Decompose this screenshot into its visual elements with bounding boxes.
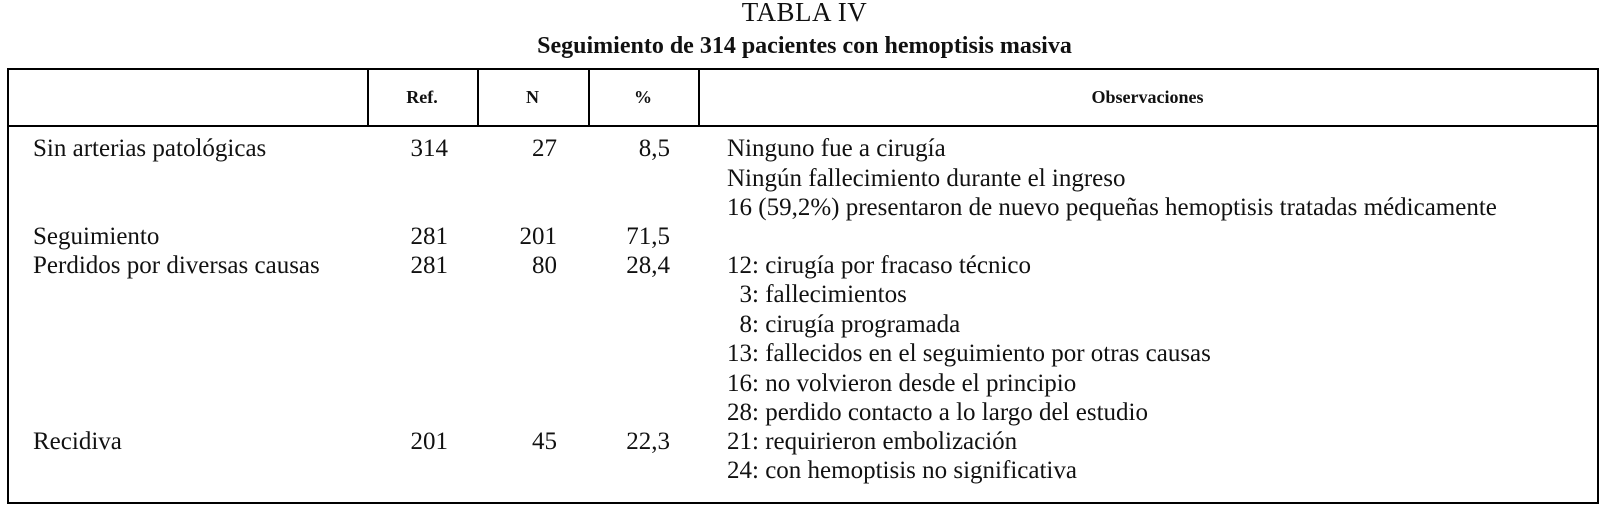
row-observation: Ninguno fue a cirugía [727, 135, 946, 162]
row-ref: 314 [410, 135, 448, 162]
row-observation: 21: requirieron embolización [727, 428, 1018, 455]
header-rule [9, 125, 1597, 127]
row-observation: 3: fallecimientos [727, 281, 907, 308]
header-ref: Ref. [406, 87, 438, 107]
row-observation: 8: cirugía programada [727, 311, 961, 338]
row-label: Recidiva [33, 428, 122, 455]
row-ref: 281 [410, 252, 448, 279]
row-observation: 13: fallecidos en el seguimiento por otras causas [727, 340, 1211, 367]
header-label [9, 70, 367, 125]
row-pct: 71,5 [626, 223, 670, 250]
row-label: Seguimiento [33, 223, 160, 250]
header-observaciones: Observaciones [1091, 87, 1204, 107]
row-observation: 12: cirugía por fracaso técnico [727, 252, 1032, 279]
row-pct: 8,5 [638, 135, 670, 162]
table-title: TABLA IV [741, 0, 868, 27]
row-observation: 24: con hemoptisis no significativa [727, 457, 1077, 484]
row-label: Perdidos por diversas causas [33, 252, 320, 279]
row-n: 80 [532, 252, 557, 279]
row-ref: 281 [410, 223, 448, 250]
row-pct: 22,3 [626, 428, 670, 455]
header-n: N [526, 87, 539, 107]
row-ref: 201 [410, 428, 448, 455]
table-subtitle: Seguimiento de 314 pacientes con hemoptisis masiva [537, 33, 1072, 59]
row-observation: 16 (59,2%) presentaron de nuevo pequeñas hemoptisis tratadas médicamente [727, 194, 1497, 221]
row-n: 45 [532, 428, 557, 455]
header-pct: % [634, 87, 652, 107]
data-table [7, 68, 1599, 504]
row-label: Sin arterias patológicas [33, 135, 267, 162]
row-observation: Ningún fallecimiento durante el ingreso [727, 165, 1126, 192]
row-observation: 16: no volvieron desde el principio [727, 370, 1077, 397]
row-n: 27 [532, 135, 557, 162]
row-observation: 28: perdido contacto a lo largo del estudio [727, 399, 1148, 426]
row-n: 201 [519, 223, 557, 250]
row-pct: 28,4 [626, 252, 670, 279]
